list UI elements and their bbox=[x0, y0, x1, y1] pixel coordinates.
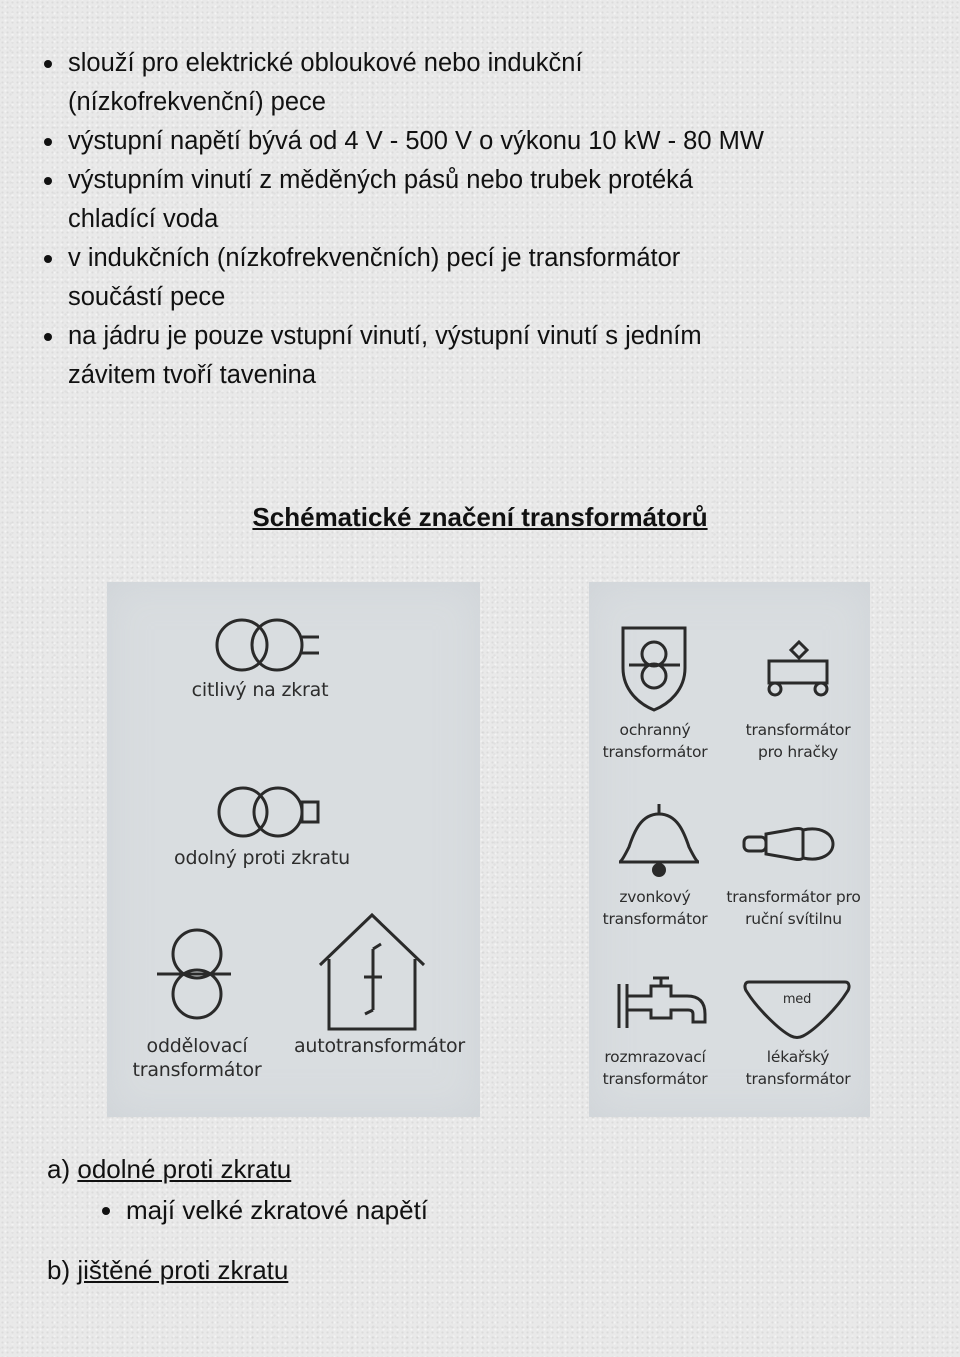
hand-lamp-transformer-icon bbox=[744, 829, 833, 860]
medical-symbol-label: med bbox=[782, 992, 812, 1007]
list-marker-b: b) bbox=[47, 1255, 71, 1285]
list-item-a bbox=[47, 1151, 291, 1187]
bullet-line: na jádru je pouze vstupní vinutí, výstupní vinutí s jedním bbox=[68, 322, 702, 350]
caption-isolating: oddělovací transformátor bbox=[132, 1035, 262, 1081]
bullet-item bbox=[40, 239, 930, 317]
caption-short-resistant: odolný proti zkratu bbox=[174, 847, 350, 869]
short-sensitive-transformer-icon bbox=[217, 620, 319, 670]
bullet-list bbox=[40, 44, 930, 395]
symbols-panel-left bbox=[107, 582, 480, 1117]
bullet-line: v indukčních (nízkofrekvenčních) pecí je transformátor bbox=[68, 244, 681, 272]
toy-transformer-icon bbox=[769, 642, 827, 695]
caption-auto: autotransformátor bbox=[293, 1035, 466, 1057]
section-title: Schématické značení transformátorů bbox=[252, 502, 708, 532]
bullet-line: výstupním vinutí z měděných pásů nebo trubek protéká bbox=[68, 166, 694, 194]
right-symbols-svg bbox=[589, 582, 870, 1117]
autotransformer-icon bbox=[320, 915, 424, 1029]
caption-medical: lékařský transformátor bbox=[745, 1048, 851, 1088]
caption-hand-lamp: transformátor pro ruční svítilnu bbox=[726, 888, 861, 928]
short-resistant-transformer-icon bbox=[219, 788, 318, 836]
bell-transformer-icon bbox=[619, 804, 699, 877]
caption-toy: transformátor pro hračky bbox=[745, 721, 851, 761]
caption-short-sensitive: citlivý na zkrat bbox=[191, 679, 329, 701]
caption-bell: zvonkový transformátor bbox=[602, 888, 708, 928]
list-item-b bbox=[47, 1252, 288, 1288]
bullet-line: závitem tvoří tavenina bbox=[68, 361, 317, 389]
caption-protective: ochranný transformátor bbox=[602, 721, 708, 761]
bullet-line: chladící voda bbox=[68, 205, 219, 233]
bullet-item bbox=[40, 317, 930, 395]
symbols-panel-right bbox=[589, 582, 870, 1117]
list-title-a: odolné proti zkratu bbox=[77, 1154, 292, 1184]
bullet-line: (nízkofrekvenční) pece bbox=[68, 88, 326, 116]
bullet-line: součástí pece bbox=[68, 283, 226, 311]
bullet-item bbox=[40, 122, 930, 161]
protective-transformer-icon bbox=[623, 628, 685, 710]
bullet-item bbox=[40, 161, 930, 239]
list-marker-a: a) bbox=[47, 1154, 71, 1184]
defrost-transformer-icon bbox=[619, 978, 705, 1028]
caption-defrost: rozmrazovací transformátor bbox=[602, 1048, 708, 1088]
isolating-transformer-icon bbox=[157, 930, 231, 1018]
list-title-b: jištěné proti zkratu bbox=[77, 1255, 289, 1285]
bullet-line: výstupní napětí bývá od 4 V - 500 V o výkonu 10 kW - 80 MW bbox=[68, 127, 764, 155]
list-sub-item-a: mají velké zkratové napětí bbox=[98, 1192, 428, 1228]
bullet-line: slouží pro elektrické obloukové nebo indukční bbox=[68, 49, 583, 77]
bullet-item bbox=[40, 44, 930, 122]
medical-transformer-icon bbox=[745, 982, 849, 1038]
